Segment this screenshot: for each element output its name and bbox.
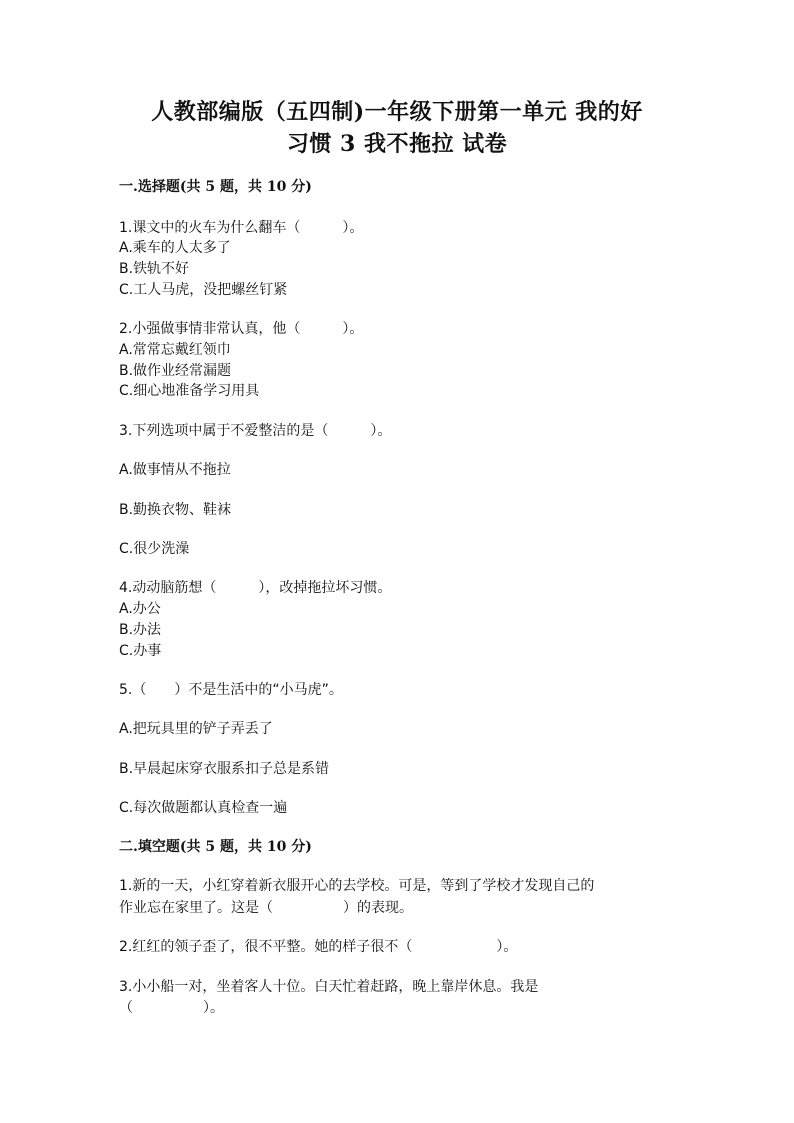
fill-in-question: 1.新的一天，小红穿着新衣服开心的去学校。可是，等到了学校才发现自己的 — [119, 878, 595, 894]
question-stem: 3.下列选项中属于不爱整洁的是（ ）。 — [119, 423, 392, 439]
section-heading-fill-in: 二.填空题(共 5 题，共 10 分) — [119, 839, 312, 855]
exam-title-line-1: 人教部编版（五四制)一年级下册第一单元 我的好 — [151, 99, 643, 125]
answer-option[interactable]: A.办公 — [119, 601, 161, 617]
answer-option[interactable]: C.很少洗澡 — [119, 541, 190, 557]
question-stem: 1.课文中的火车为什么翻车（ ）。 — [119, 220, 364, 236]
fill-in-question: 2.红红的领子歪了，很不平整。她的样子很不（ ）。 — [119, 939, 518, 955]
answer-option[interactable]: C.每次做题都认真检查一遍 — [119, 800, 288, 816]
fill-in-question: （ ）。 — [119, 1000, 224, 1016]
fill-in-question: 作业忘在家里了。这是（ ）的表现。 — [119, 900, 413, 916]
question-stem: 4.动动脑筋想（ ），改掉拖拉坏习惯。 — [119, 580, 392, 596]
fill-in-question: 3.小小船一对，坐着客人十位。白天忙着赶路，晚上靠岸休息。我是 — [119, 979, 539, 995]
answer-option[interactable]: A.常常忘戴红领巾 — [119, 342, 231, 358]
question-stem: 5.（ ）不是生活中的“小马虎”。 — [119, 682, 343, 698]
question-stem: 2.小强做事情非常认真，他（ ）。 — [119, 321, 364, 337]
answer-option[interactable]: A.做事情从不拖拉 — [119, 462, 231, 478]
answer-option[interactable]: B.做作业经常漏题 — [119, 363, 232, 379]
answer-option[interactable]: B.勤换衣物、鞋袜 — [119, 502, 232, 518]
answer-option[interactable]: C.细心地准备学习用具 — [119, 383, 260, 399]
answer-option[interactable]: B.早晨起床穿衣服系扣子总是系错 — [119, 761, 330, 777]
exam-title-line-2: 习惯 3 我不拖拉 试卷 — [286, 131, 508, 157]
answer-option[interactable]: B.办法 — [119, 622, 162, 638]
answer-option[interactable]: B.铁轨不好 — [119, 261, 190, 277]
answer-option[interactable]: A.把玩具里的铲子弄丢了 — [119, 721, 273, 737]
answer-option[interactable]: C.工人马虎，没把螺丝钉紧 — [119, 282, 288, 298]
answer-option[interactable]: A.乘车的人太多了 — [119, 240, 231, 256]
answer-option[interactable]: C.办事 — [119, 643, 162, 659]
section-heading-choice: 一.选择题(共 5 题，共 10 分) — [119, 179, 312, 195]
